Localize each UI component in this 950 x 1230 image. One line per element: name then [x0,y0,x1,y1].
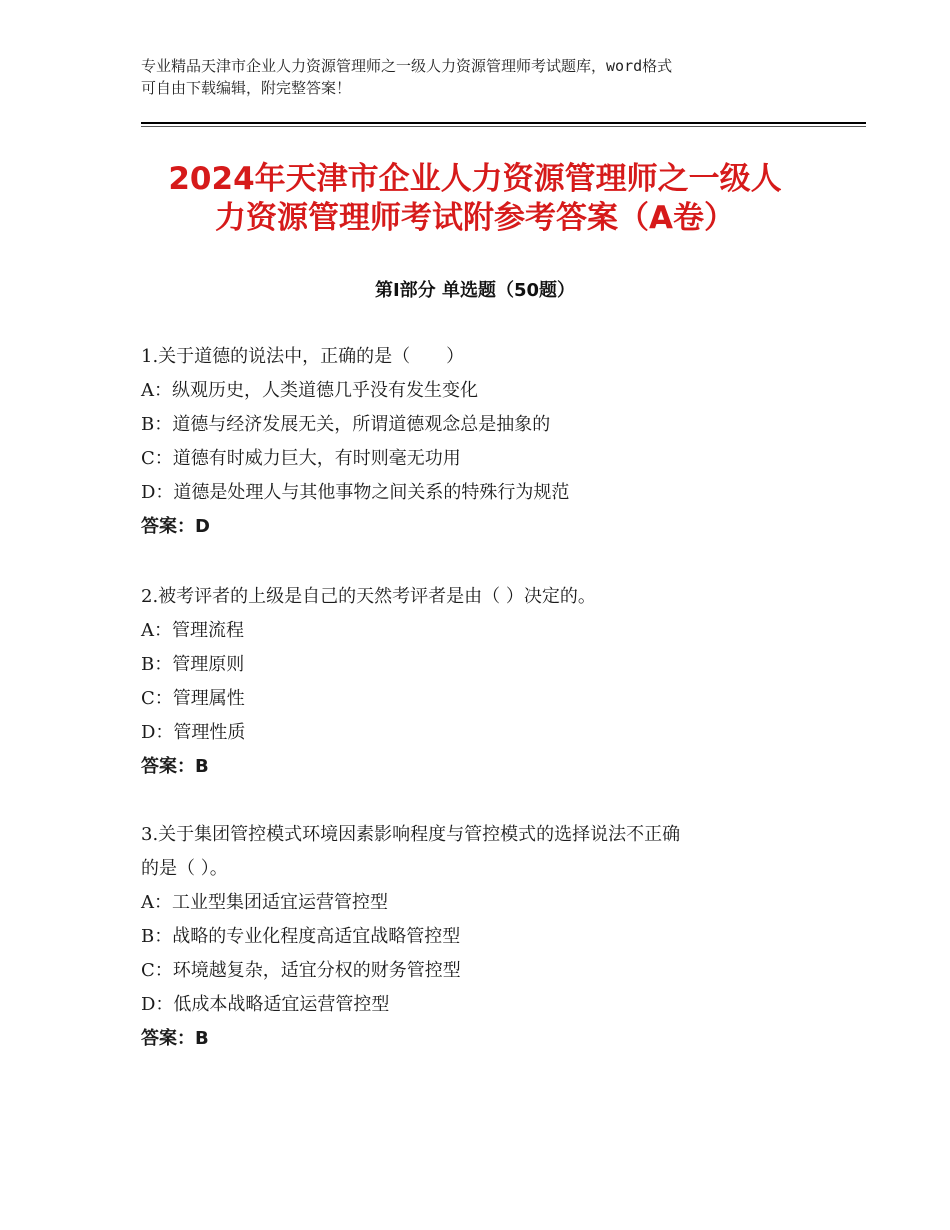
option-a: A：管理流程 [141,620,244,641]
option-c: C：道德有时威力巨大，有时则毫无功用 [141,448,461,469]
question-2 [141,580,821,784]
header-note [141,55,821,99]
option-d: D：管理性质 [141,722,246,743]
question-stem: 1.关于道德的说法中，正确的是（ ） [141,346,465,367]
option-c: C：管理属性 [141,688,245,709]
question-stem-line-1: 3.关于集团管控模式环境因素影响程度与管控模式的选择说法不正确 [141,824,681,845]
title-line-2: 力资源管理师考试附参考答案（A卷） [215,200,735,236]
answer: 答案：B [141,756,209,777]
question-3 [141,818,821,1056]
option-b: B：道德与经济发展无关，所谓道德观念总是抽象的 [141,414,551,435]
answer: 答案：B [141,1028,209,1049]
question-stem: 2.被考评者的上级是自己的天然考评者是由（ ）决定的。 [141,586,596,607]
option-d: D：道德是处理人与其他事物之间关系的特殊行为规范 [141,482,570,503]
option-c: C：环境越复杂，适宜分权的财务管控型 [141,960,461,981]
answer: 答案：D [141,516,210,537]
header-note-line-1: 专业精品天津市企业人力资源管理师之一级人力资源管理师考试题库，word格式 [141,57,673,75]
option-b: B：战略的专业化程度高适宜战略管控型 [141,926,461,947]
header-rule-thick [141,122,866,124]
title-line-1: 2024年天津市企业人力资源管理师之一级人 [168,161,782,197]
option-a: A：纵观历史，人类道德几乎没有发生变化 [141,380,478,401]
section-heading: 第Ⅰ部分 单选题（50题） [374,280,575,301]
question-stem-line-2: 的是（ ）。 [141,858,228,879]
document-title [90,160,860,238]
header-rule-thin [141,126,866,127]
header-note-line-2: 可自由下载编辑，附完整答案！ [141,79,352,97]
option-b: B：管理原则 [141,654,245,675]
question-1 [141,340,821,544]
option-d: D：低成本战略适宜运营管控型 [141,994,390,1015]
option-a: A：工业型集团适宜运营管控型 [141,892,388,913]
